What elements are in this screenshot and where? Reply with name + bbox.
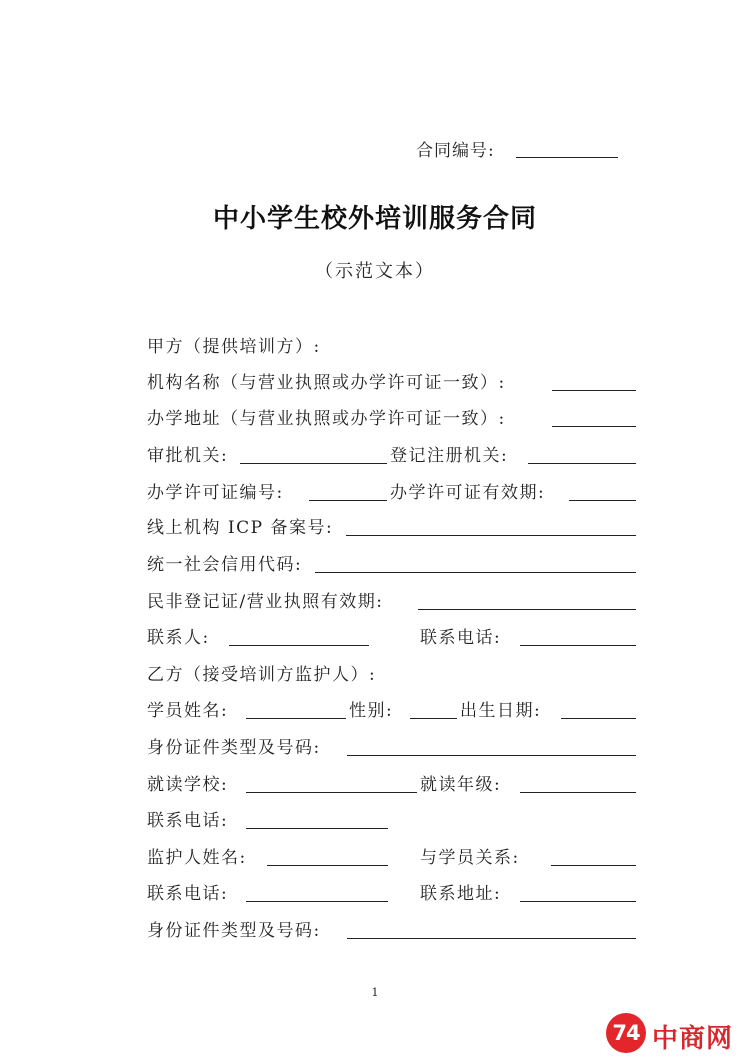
guardian-name-label: 监护人姓名:: [147, 848, 247, 868]
party-a-heading: 甲方（提供培训方）:: [147, 337, 321, 357]
license-validity-label: 办学许可证有效期:: [390, 483, 546, 503]
id-type-number-field[interactable]: [347, 755, 636, 756]
school-field[interactable]: [246, 792, 417, 793]
registration-authority-label: 登记注册机关:: [390, 446, 509, 466]
id-type-number-label: 身份证件类型及号码:: [147, 738, 321, 758]
document-title: 中小学生校外培训服务合同: [212, 204, 537, 234]
guardian-phone-field[interactable]: [246, 901, 388, 902]
credit-code-field[interactable]: [315, 572, 636, 573]
guardian-id-type-number-field[interactable]: [347, 938, 636, 939]
birth-date-label: 出生日期:: [460, 701, 542, 721]
approval-authority-field[interactable]: [240, 463, 387, 464]
icp-number-label: 线上机构 ICP 备案号:: [147, 518, 334, 538]
contract-number-label: 合同编号:: [416, 141, 495, 161]
page-number: 1: [371, 986, 379, 999]
school-address-field[interactable]: [552, 426, 636, 427]
guardian-id-type-number-label: 身份证件类型及号码:: [147, 921, 321, 941]
birth-date-field[interactable]: [561, 718, 636, 719]
site-watermark: [603, 1012, 750, 1058]
contact-phone-field[interactable]: [520, 645, 636, 646]
icp-number-field[interactable]: [346, 535, 636, 536]
license-validity-field[interactable]: [569, 500, 636, 501]
student-phone-label: 联系电话:: [147, 811, 229, 831]
guardian-phone-label: 联系电话:: [147, 884, 229, 904]
contact-person-label: 联系人:: [147, 628, 210, 648]
site-logo-icon: 74: [606, 1013, 646, 1053]
approval-authority-label: 审批机关:: [147, 446, 229, 466]
license-number-label: 办学许可证编号:: [147, 483, 284, 503]
gender-field[interactable]: [410, 718, 457, 719]
site-name: 中商网: [652, 1024, 734, 1054]
institution-name-label: 机构名称（与营业执照或办学许可证一致）:: [147, 373, 506, 393]
credit-code-label: 统一社会信用代码:: [147, 555, 303, 575]
contact-phone-label: 联系电话:: [420, 628, 502, 648]
relation-label: 与学员关系:: [420, 848, 520, 868]
grade-label: 就读年级:: [420, 775, 502, 795]
registration-validity-label: 民非登记证/营业执照有效期:: [147, 592, 384, 612]
license-number-field[interactable]: [309, 500, 387, 501]
registration-validity-field[interactable]: [418, 609, 636, 610]
contract-number-field[interactable]: [516, 157, 618, 158]
party-b-heading: 乙方（接受培训方监护人）:: [147, 665, 377, 685]
guardian-address-field[interactable]: [520, 901, 636, 902]
guardian-name-field[interactable]: [267, 865, 388, 866]
student-name-label: 学员姓名:: [147, 701, 229, 721]
school-label: 就读学校:: [147, 775, 229, 795]
relation-field[interactable]: [551, 865, 636, 866]
student-phone-field[interactable]: [246, 828, 388, 829]
document-subtitle: （示范文本）: [315, 261, 435, 282]
gender-label: 性别:: [349, 701, 394, 721]
guardian-address-label: 联系地址:: [420, 884, 502, 904]
student-name-field[interactable]: [246, 718, 346, 719]
school-address-label: 办学地址（与营业执照或办学许可证一致）:: [147, 409, 506, 429]
registration-authority-field[interactable]: [528, 463, 636, 464]
institution-name-field[interactable]: [552, 390, 636, 391]
contact-person-field[interactable]: [229, 645, 369, 646]
grade-field[interactable]: [520, 792, 636, 793]
